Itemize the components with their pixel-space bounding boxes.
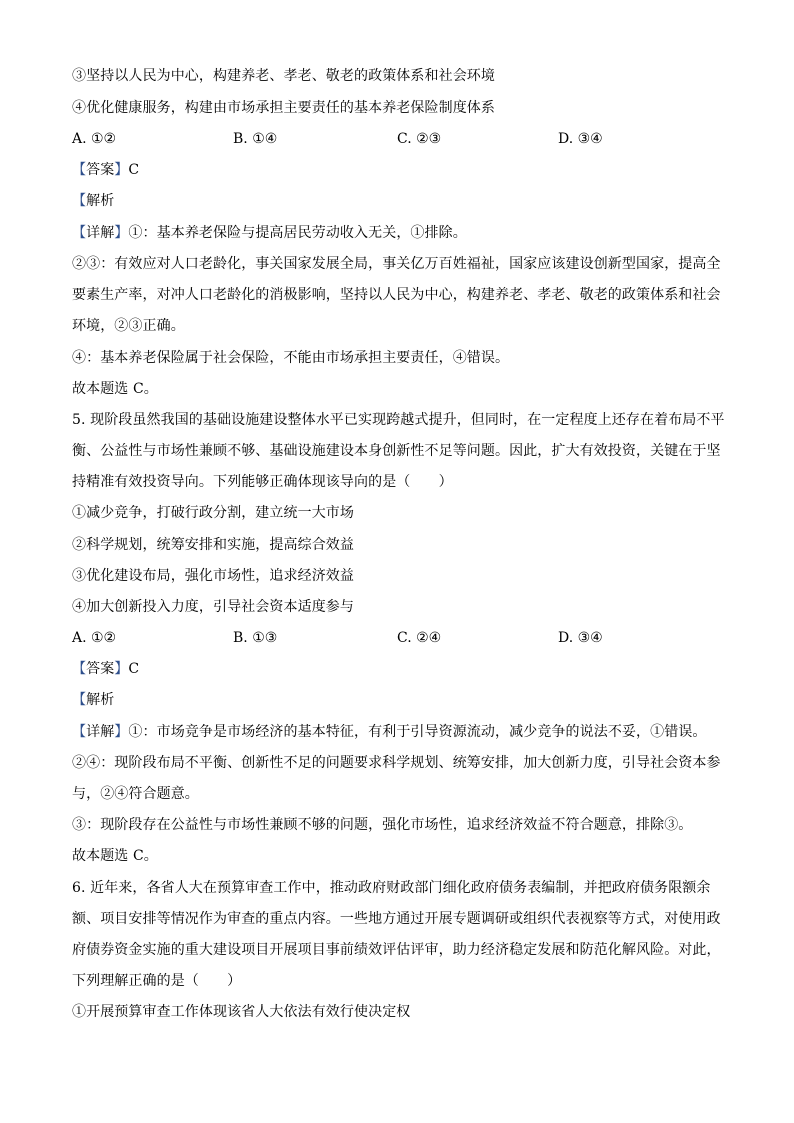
q5-option-item-2: ②科学规划，统筹安排和实施，提高综合效益 xyxy=(72,537,354,553)
q5-answer xyxy=(72,659,732,679)
q4-answer-value: C xyxy=(128,162,140,178)
q5-answer-open: 【 xyxy=(72,661,87,677)
q5-analysis-label: 解析 xyxy=(86,692,115,708)
q5-choice-a: A. ①② xyxy=(72,630,117,646)
q5-detail-2a: ②④：现阶段布局不平衡、创新性不足的问题要求科学规划、统筹安排，加大创新力度，引导社会资本参 xyxy=(72,755,721,771)
q4-choice-d: D. ③④ xyxy=(558,131,603,147)
q4-option-item-4: ④优化健康服务，构建由市场承担主要责任的基本养老保险制度体系 xyxy=(72,100,495,116)
q4-detail-1-text: ①：基本养老保险与提高居民劳动收入无关，①排除。 xyxy=(128,225,467,241)
q5-detail-close: 】 xyxy=(114,724,129,740)
q4-choice-b: B. ①④ xyxy=(233,131,278,147)
q4-analysis-label: 解析 xyxy=(86,193,115,209)
q4-option-item-3: ③坚持以人民为中心，构建养老、孝老、敬老的政策体系和社会环境 xyxy=(72,68,495,84)
q5-stem-line-3: 持精准有效投资导向。下列能够正确体现该导向的是（ ） xyxy=(72,474,453,490)
q4-answer-open: 【 xyxy=(72,162,87,178)
q6-option-item-1: ①开展预算审查工作体现该省人大依法有效行使决定权 xyxy=(72,1004,411,1020)
q6-stem-line-4: 下列理解正确的是（ ） xyxy=(72,973,242,989)
q5-choice-c: C. ②④ xyxy=(397,630,442,646)
q6-stem-line-2: 额、项目安排等情况作为审查的重点内容。一些地方通过开展专题调研或组织代表视察等方式，对使用政 xyxy=(72,911,721,927)
q5-answer-close: 】 xyxy=(114,661,129,677)
q4-detail-2c: 环境，②③正确。 xyxy=(72,318,185,334)
q4-detail-close: 】 xyxy=(114,225,129,241)
q6-stem-line-1: 6. 近年来，各省人大在预算审查工作中，推动政府财政部门细化政府债务表编制，并把政府债务限额余 xyxy=(72,880,711,896)
q4-answer xyxy=(72,160,732,180)
q5-answer-value: C xyxy=(128,661,140,677)
q5-detail-label: 详解 xyxy=(86,724,115,740)
q5-conclusion: 故本题选 C。 xyxy=(72,848,158,864)
q4-analysis-open: 【 xyxy=(72,193,87,209)
q5-analysis-open: 【 xyxy=(72,692,87,708)
q4-detail-open: 【 xyxy=(72,225,87,241)
q4-detail-2b: 要素生产率，对冲人口老龄化的消极影响，坚持以人民为中心，构建养老、孝老、敬老的政策体系和社会 xyxy=(72,287,721,303)
q4-detail-label: 详解 xyxy=(86,225,115,241)
q5-stem-line-2: 衡、公益性与市场性兼顾不够、基础设施建设本身创新性不足等问题。因此，扩大有效投资，关键在于坚 xyxy=(72,443,721,459)
q5-detail-3: ③：现阶段存在公益性与市场性兼顾不够的问题，强化市场性，追求经济效益不符合题意，排除③。 xyxy=(72,817,693,833)
q5-choice-b: B. ①③ xyxy=(233,630,278,646)
q4-analysis-heading xyxy=(72,191,732,211)
q5-stem-line-1: 5. 现阶段虽然我国的基础设施建设整体水平已实现跨越式提升，但同时，在一定程度上还存在着布局不平 xyxy=(72,412,725,428)
q5-choice-d: D. ③④ xyxy=(558,630,603,646)
q4-answer-close: 】 xyxy=(114,162,129,178)
q5-answer-label: 答案 xyxy=(86,661,115,677)
q5-detail-open: 【 xyxy=(72,724,87,740)
q4-choice-a: A. ①② xyxy=(72,131,117,147)
q5-option-item-1: ①减少竞争，打破行政分割，建立统一大市场 xyxy=(72,505,354,521)
q5-analysis-heading xyxy=(72,690,732,710)
q5-detail-1 xyxy=(72,722,732,742)
q5-detail-1-text: ①：市场竞争是市场经济的基本特征，有利于引导资源流动，减少竞争的说法不妥，①错误。 xyxy=(128,724,707,740)
q4-answer-label: 答案 xyxy=(86,162,115,178)
q4-choice-c: C. ②③ xyxy=(397,131,442,147)
q4-detail-2a: ②③：有效应对人口老龄化，事关国家发展全局，事关亿万百姓福祉，国家应该建设创新型国家，提高全 xyxy=(72,256,721,272)
q5-option-item-3: ③优化建设布局，强化市场性，追求经济效益 xyxy=(72,568,354,584)
q6-stem-line-3: 府债券资金实施的重大建设项目开展项目事前绩效评估评审，助力经济稳定发展和防范化解风险。对此， xyxy=(72,942,721,958)
q4-detail-3: ④：基本养老保险属于社会保险，不能由市场承担主要责任，④错误。 xyxy=(72,350,510,366)
q5-detail-2b: 与，②④符合题意。 xyxy=(72,786,199,802)
q4-detail-1 xyxy=(72,223,732,243)
q4-conclusion: 故本题选 C。 xyxy=(72,381,158,397)
q5-option-item-4: ④加大创新投入力度，引导社会资本适度参与 xyxy=(72,599,354,615)
